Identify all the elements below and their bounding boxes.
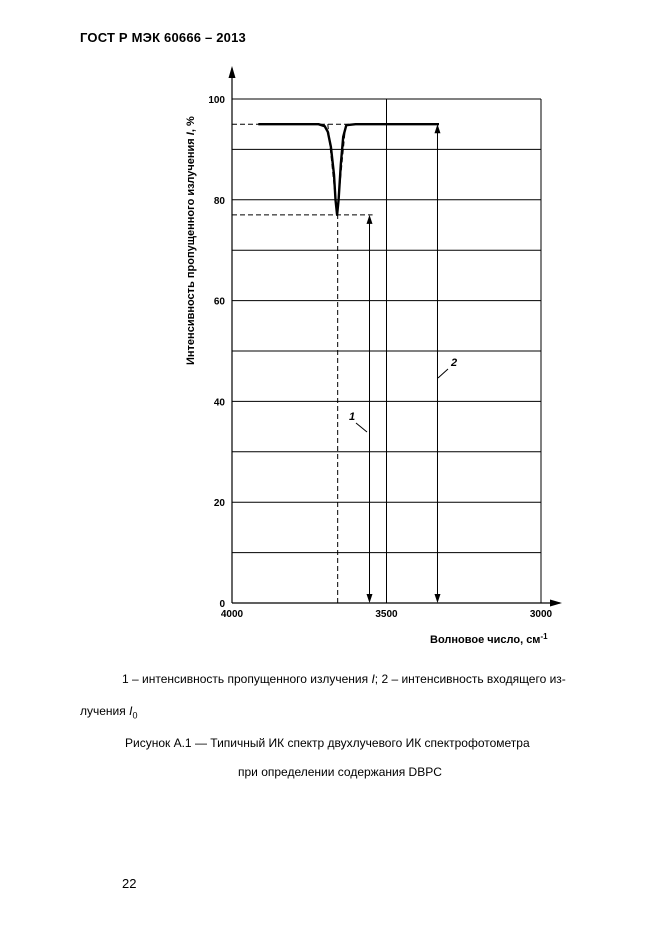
x-tick-label-3500: 3500 — [375, 609, 398, 620]
y-tick-label-100: 100 — [208, 95, 225, 106]
arrow-2-head-bottom — [434, 594, 440, 603]
arrow-2-head-top — [434, 124, 440, 133]
figure-caption-line-1: Рисунок А.1 — Типичный ИК спектр двухлучевого ИК спектрофотометра — [125, 736, 530, 750]
y-tick-label-40: 40 — [213, 397, 225, 409]
y-axis-label: Интенсивность пропущенного излучения I, % — [185, 116, 197, 365]
y-tick-label-80: 80 — [213, 195, 225, 207]
y-tick-label-20: 20 — [213, 498, 225, 510]
x-tick-label-4000: 4000 — [220, 609, 244, 620]
document-header: ГОСТ Р МЭК 60666 – 2013 — [80, 30, 246, 45]
x-axis-arrow — [550, 600, 562, 607]
arrow-1-head-top — [367, 215, 373, 224]
spectrum-line — [258, 124, 439, 215]
x-tick-label-3000: 3000 — [529, 609, 553, 620]
legend-line-2: лучения $I_0$ — [80, 704, 138, 721]
chart-marks — [232, 124, 457, 603]
chart-grid — [232, 99, 541, 603]
annotation-leader-1 — [356, 423, 367, 432]
y-axis-arrow — [229, 66, 236, 78]
annotation-label-1: 1 — [349, 411, 356, 423]
figure-caption-line-2: при определении содержания DBPC — [238, 765, 442, 779]
annotation-label-2: 2 — [451, 357, 458, 369]
chart-axes — [229, 66, 563, 607]
chart-ticks — [208, 95, 552, 620]
y-tick-label-60: 60 — [213, 296, 225, 308]
legend-line-1: 1 – интенсивность пропущенного излучения I; 2 – интенсивность входящего из- — [122, 672, 566, 686]
arrow-1-head-bottom — [367, 594, 373, 603]
x-axis-label: Волновое число, $см^{-1}$ — [430, 632, 548, 646]
annotation-leader-2 — [438, 369, 448, 378]
y-tick-label-0: 0 — [219, 599, 225, 610]
page-number: 22 — [122, 876, 137, 891]
